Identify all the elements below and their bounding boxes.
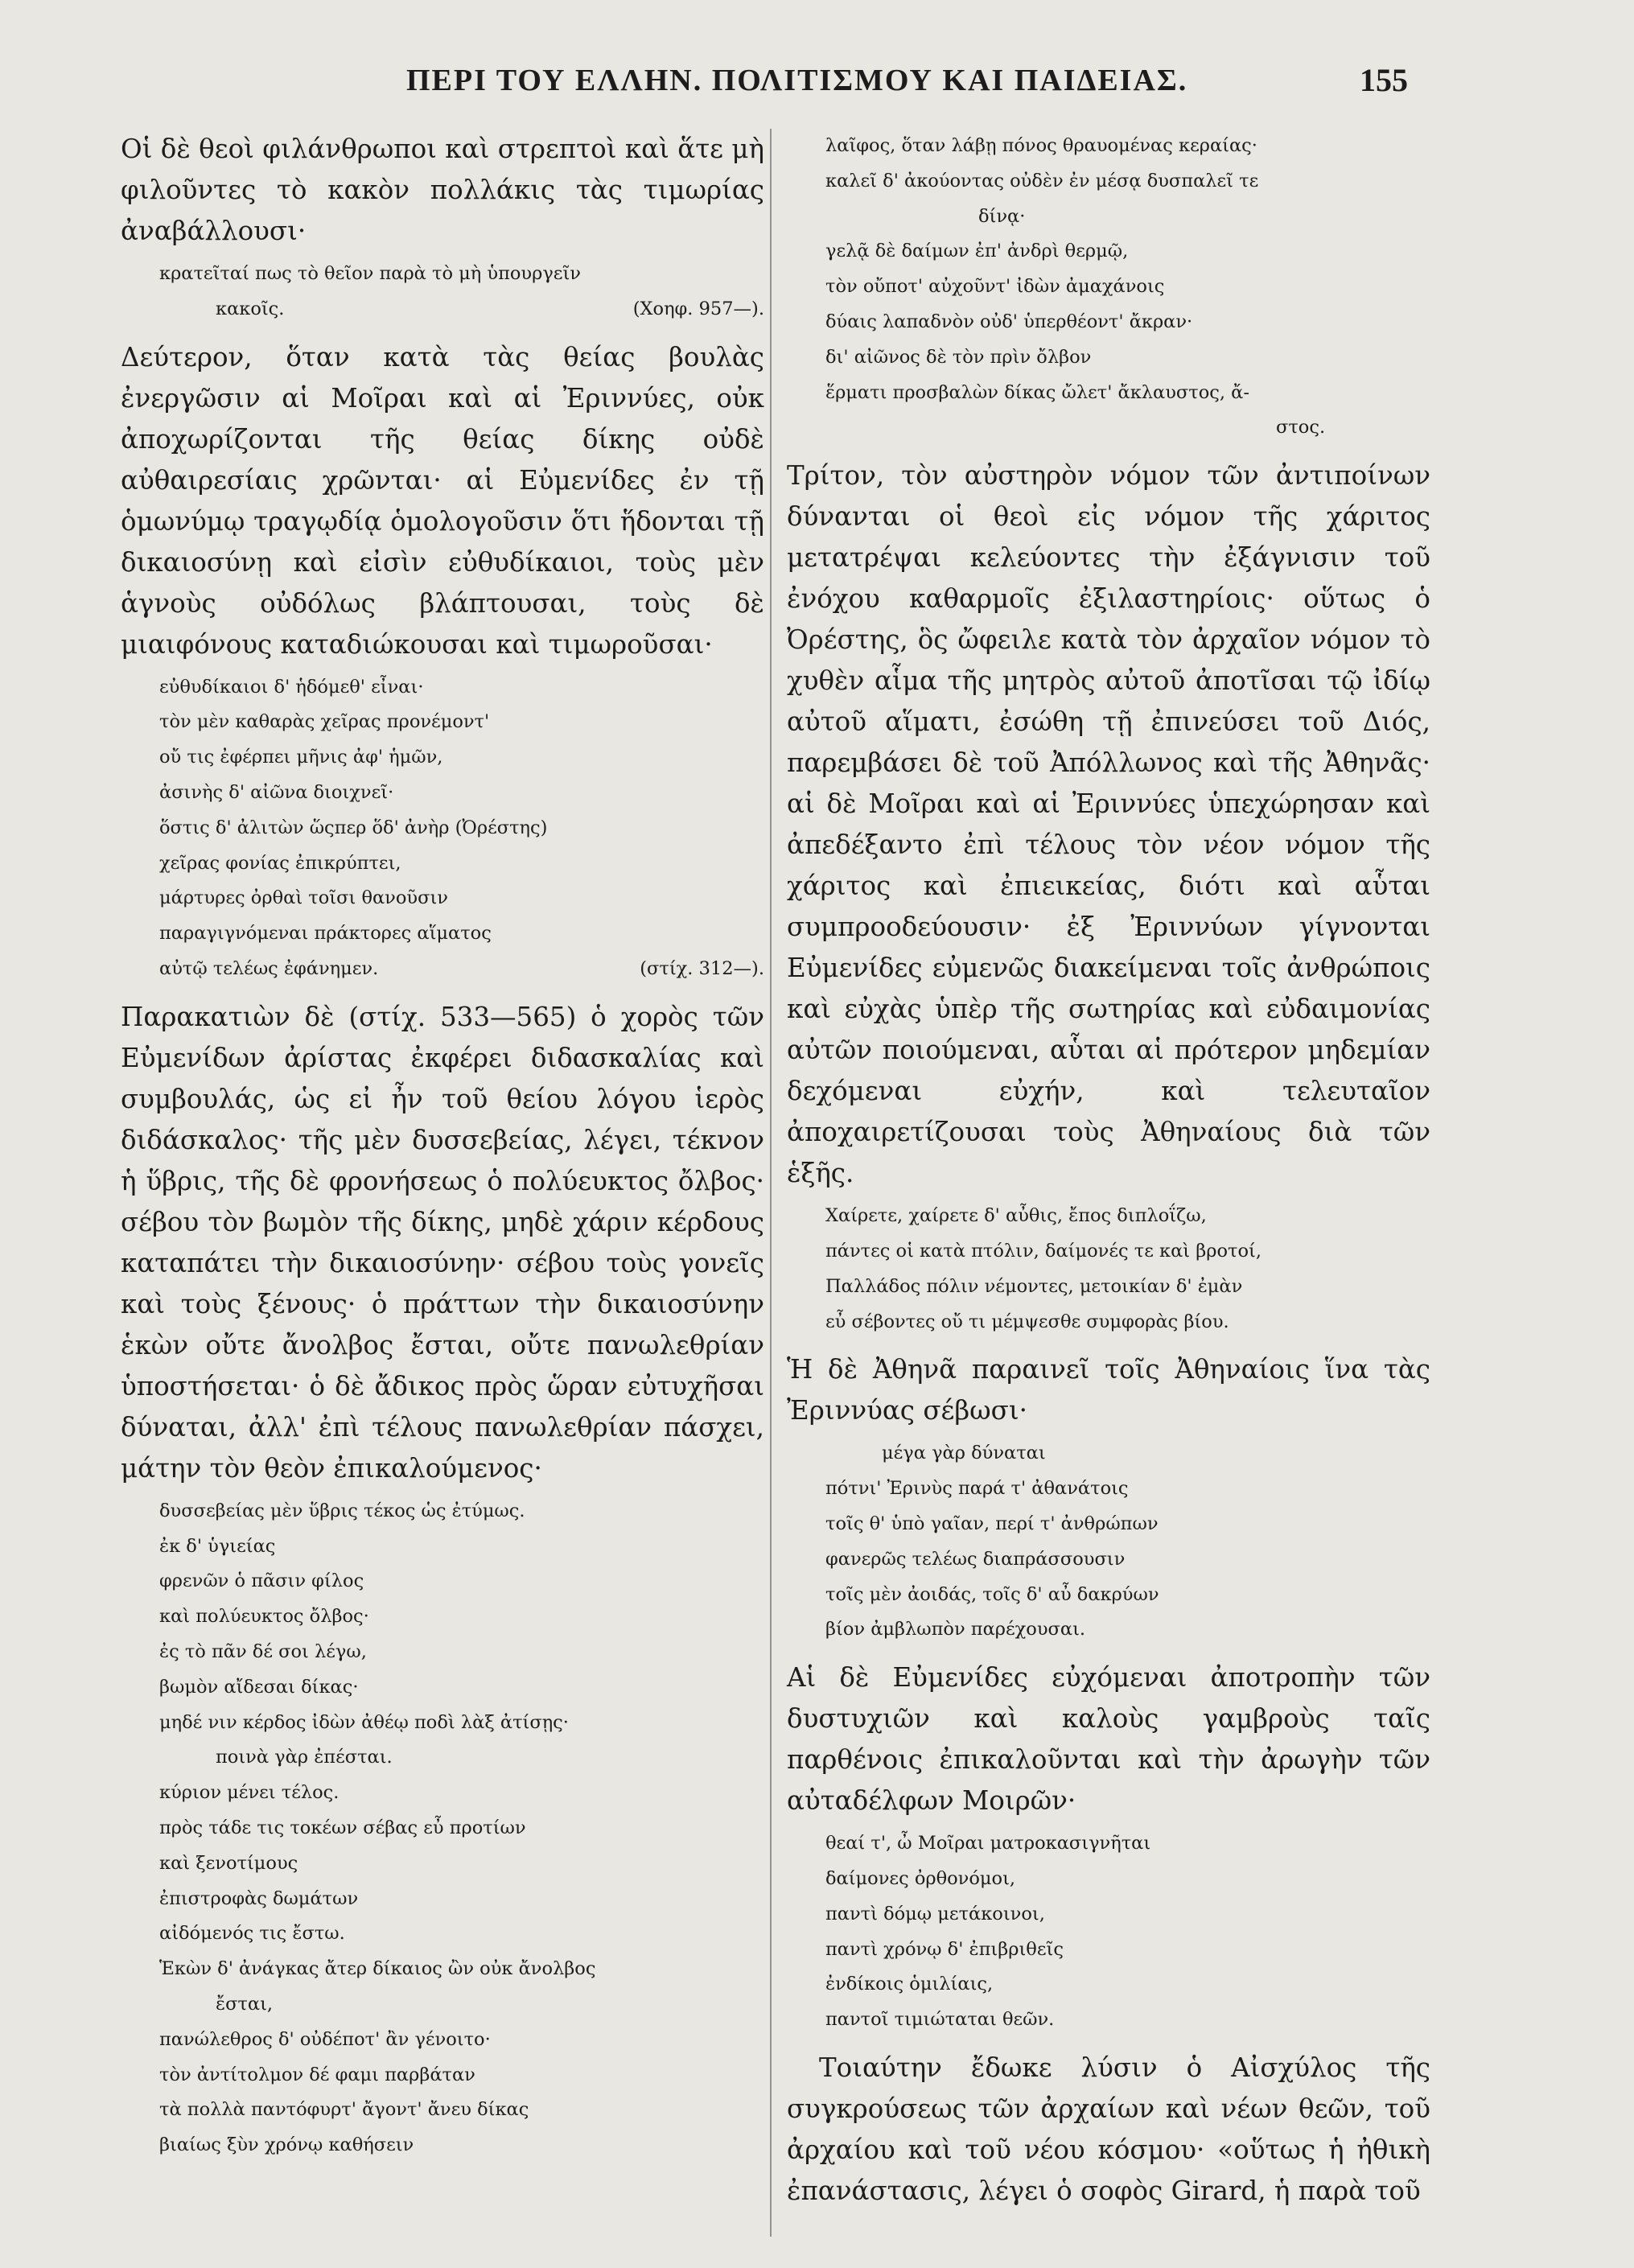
verse-line: τὸν ἀντίτολμον δέ φαμι παρβάταν xyxy=(159,2064,475,2085)
verse-quote xyxy=(159,257,764,327)
verse-line-text: αὐτῷ τελέως ἐφάνημεν. xyxy=(159,957,379,979)
verse-line: πρὸς τάδε τις τοκέων σέβας εὖ προτίων xyxy=(159,1817,526,1838)
verse-line: τοῖς μὲν ἀοιδάς, τοῖς δ' αὖ δακρύων xyxy=(825,1583,1159,1605)
verse-line: τὰ πολλὰ παντόφυρτ' ἄγοντ' ἄνευ δίκας xyxy=(159,2099,529,2121)
verse-line: βίον ἀμβλωπὸν παρέχουσαι. xyxy=(825,1619,1086,1640)
verse-line: λαῖφος, ὅταν λάβῃ πόνος θραυομένας κεραίας· xyxy=(825,135,1257,156)
verse-line: τὸν οὔποτ' αὐχοῦντ' ἰδὼν ἀμαχάνοις xyxy=(825,276,1165,298)
citation: (Χοηφ. 957—). xyxy=(632,298,764,319)
verse-line: δαίμονες ὀρθονόμοι, xyxy=(825,1867,1016,1889)
verse-line: τοῖς θ' ὑπὸ γαῖαν, περί τ' ἀνθρώπων xyxy=(825,1513,1159,1534)
paragraph: Παρακατιὼν δὲ (στίχ. 533—565) ὁ χορὸς τῶν Εὐμενίδων ἀρίστας ἐκφέρει διδασκαλίας καὶ συμβουλάς, ὡς εἰ ἦν τοῦ θείου λόγου ἱερὸς διδάσκαλος· τῆς μὲν δυσσεβείας, λέγει, τέκνον ἡ ὕβρις, τῆς δὲ φρονήσεως ὁ πολύευκτος ὄλβος· σέβου τὸν βωμὸν τῆς δίκης, μηδὲ χάριν κέρδους καταπάτει τὴν δικαιοσύνην· σέβου τοὺς γονεῖς καὶ τοὺς ξένους· ὁ πράττων τὴν δικαιοσύνην ἑκὼν οὔτε ἄνολβος ἔσται, οὔτε πανωλεθρίαν ὑποστήσεται· ὁ δὲ ἄδικος πρὸς ὥραν εὐτυχῆσαι δύναται, ἀλλ' ἐπὶ τέλους πανωλεθρίαν πάσχει, μάτην τὸν θεὸν ἐπικαλούμενος· xyxy=(121,1001,764,1484)
verse-line: ἔσται, xyxy=(216,1993,274,2015)
verse-line: βιαίως ξὺν χρόνῳ καθήσειν xyxy=(159,2134,414,2156)
paragraph: Αἱ δὲ Εὐμενίδες εὐχόμεναι ἀποτροπὴν τῶν δυστυχιῶν καὶ καλοὺς γαμβροὺς ταῖς παρθένοις ἐπικαλοῦνται καὶ τὴν ἀρωγὴν τῶν αὐταδέλφων Μοιρῶν· xyxy=(787,1662,1430,1817)
paragraph: Ἡ δὲ Ἀθηνᾶ παραινεῖ τοῖς Ἀθηναίοις ἵνα τὰς Ἐριννύας σέβωσι· xyxy=(787,1354,1430,1426)
verse-line: δύαις λαπαδνὸν οὐδ' ὑπερθέοντ' ἄκραν· xyxy=(825,311,1193,332)
verse-line: δίνᾳ· xyxy=(978,205,1026,227)
page-header xyxy=(0,63,1634,111)
verse-line xyxy=(159,952,764,987)
verse-line: κρατεῖταί πως τὸ θεῖον παρὰ τὸ μὴ ὑπουργεῖν xyxy=(159,263,581,284)
verse-line: μάρτυρες ὀρθαὶ τοῖσι θανοῦσιν xyxy=(159,887,448,909)
verse-line: ὅστις δ' ἀλιτὼν ὥςπερ ὅδ' ἀνὴρ (Ὀρέστης) xyxy=(159,817,548,838)
left-column xyxy=(121,129,764,2173)
verse-quote xyxy=(825,129,1430,446)
verse-line: Χαίρετε, χαίρετε δ' αὖθις, ἔπος διπλοΐζω, xyxy=(825,1205,1207,1227)
paragraph: Οἱ δὲ θεοὶ φιλάνθρωποι καὶ στρεπτοὶ καὶ ἅτε μὴ φιλοῦντες τὸ κακὸν πολλάκις τὰς τιμωρίας ἀναβάλλουσι· xyxy=(121,134,764,246)
verse-line: καὶ ξενοτίμους xyxy=(159,1852,298,1874)
verse-line: πάντες οἱ κατὰ πτόλιν, δαίμονές τε καὶ βροτοί, xyxy=(825,1240,1262,1262)
verse-line: κύριον μένει τέλος. xyxy=(159,1782,340,1804)
verse-line: καλεῖ δ' ἀκούοντας οὐδὲν ἐν μέσᾳ δυσπαλεῖ τε xyxy=(825,170,1259,191)
verse-line: αἰδόμενός τις ἔστω. xyxy=(159,1923,345,1945)
verse-line: χεῖρας φονίας ἐπικρύπτει, xyxy=(159,852,401,874)
verse-line: καὶ πολύευκτος ὄλβος· xyxy=(159,1606,369,1628)
verse-quote xyxy=(825,1199,1430,1340)
verse-line: μέγα γὰρ δύναται xyxy=(882,1443,1046,1464)
verse-line: βωμὸν αἴδεσαι δίκας· xyxy=(159,1676,359,1698)
paragraph: Τρίτον, τὸν αὐστηρὸν νόμον τῶν ἀντιποίνων δύνανται οἱ θεοὶ εἰς νόμον τῆς χάριτος μετατρέψαι κελεύοντες τὴν ἐξάγνισιν τοῦ ἐνόχου καθαρμοῖς ἐξιλαστηρίοις· οὕτως ὁ Ὀρέστης, ὃς ὤφειλε κατὰ τὸν ἀρχαῖον νόμον τὸ χυθὲν αἷμα τῆς μητρὸς αὐτοῦ ἀποτῖσαι τῷ ἰδίῳ αὐτοῦ αἵματι, ἐσώθη τῇ ἐπινεύσει τοῦ Διός, παρεμβάσει δὲ τοῦ Ἀπόλλωνος καὶ τῆς Ἀθηνᾶς· αἱ δὲ Μοῖραι καὶ αἱ Ἐριννύες ὑπεχώρησαν καὶ ἀπεδέξαντο ἐπὶ τέλους τὸν νέον νόμον τῆς χάριτος καὶ ἐπιεικείας, διότι καὶ αὗται συμπροοδεύουσιν· ἐξ Ἐριννύων γίγνονται Εὐμενίδες εὐμενῶς διακείμεναι τοῖς ἀνθρώποις καὶ εὐχὰς ὑπὲρ τῆς σωτηρίας καὶ εὐδαιμονίας αὐτῶν ποιούμεναι, αὗται αἱ πρότερον μηδεμίαν δεχόμεναι εὐχήν, καὶ τελευταῖον ἀποχαιρετίζουσαι τοὺς Ἀθηναίους διὰ τῶν ἑξῆς. xyxy=(787,460,1430,1189)
verse-quote xyxy=(825,1436,1430,1648)
verse-line: τὸν μὲν καθαρὰς χεῖρας προνέμοντ' xyxy=(159,711,490,733)
running-title: ΠΕΡΙ ΤΟΥ ΕΛΛΗΝ. ΠΟΛΙΤΙΣΜΟΥ ΚΑΙ ΠΑΙΔΕΙΑΣ. xyxy=(406,64,1188,97)
verse-quote xyxy=(825,1826,1430,2038)
verse-line: παντὶ χρόνῳ δ' ἐπιβριθεῖς xyxy=(825,1938,1064,1960)
verse-line: Παλλάδος πόλιν νέμοντες, μετοικίαν δ' ἐμὰν xyxy=(825,1275,1243,1297)
citation: (στίχ. 312—). xyxy=(640,957,764,979)
verse-line: εὐθυδίκαιοι δ' ἡδόμεθ' εἶναι· xyxy=(159,676,424,698)
verse-quote xyxy=(159,1494,764,2163)
column-divider xyxy=(770,129,772,2237)
verse-line: ἀσινὴς δ' αἰῶνα διοιχνεῖ· xyxy=(159,781,394,803)
verse-line: ἐκ δ' ὑγιείας xyxy=(159,1535,276,1557)
verse-line: ἐς τὸ πᾶν δέ σοι λέγω, xyxy=(159,1640,367,1662)
verse-line: ἐπιστροφὰς δωμάτων xyxy=(159,1887,359,1909)
verse-line: Ἑκὼν δ' ἀνάγκας ἄτερ δίκαιος ὢν οὐκ ἄνολβος xyxy=(159,1958,596,1980)
page-number: 155 xyxy=(1360,62,1408,98)
paragraph: Δεύτερον, ὅταν κατὰ τὰς θείας βουλὰς ἐνεργῶσιν αἱ Μοῖραι καὶ αἱ Ἐριννύες, οὐκ ἀποχωρίζονται τῆς θείας δίκης οὐδὲ αὐθαιρεσίαις χρῶνται· αἱ Εὐμενίδες ἐν τῇ ὁμωνύμῳ τραγῳδίᾳ ὁμολογοῦσιν ὅτι ἥδονται τῇ δικαιοσύνῃ καὶ εἰσὶν εὐθυδίκαιοι, τοὺς μὲν ἁγνοὺς οὐδόλως βλάπτουσαι, τοὺς δὲ μιαιφόνους καταδιώκουσαι καὶ τιμωροῦσαι· xyxy=(121,341,764,660)
verse-line: παραγιγνόμεναι πράκτορες αἵματος xyxy=(159,923,492,945)
paragraph: Τοιαύτην ἔδωκε λύσιν ὁ Αἰσχύλος τῆς συγκρούσεως τῶν ἀρχαίων καὶ νέων θεῶν, τοῦ ἀρχαίου καὶ τοῦ νέου κόσμου· «οὕτως ἡ ἠθικὴ ἐπανάστασις, λέγει ὁ σοφὸς Girard, ἡ παρὰ τοῦ xyxy=(787,2052,1430,2206)
right-column xyxy=(787,129,1430,2217)
verse-quote xyxy=(159,670,764,987)
verse-line-text: κακοῖς. xyxy=(216,298,285,319)
verse-line: δι' αἰῶνος δὲ τὸν πρὶν ὄλβον xyxy=(825,346,1092,368)
verse-line: πανώλεθρος δ' οὐδέποτ' ἂν γένοιτο· xyxy=(159,2028,491,2050)
verse-line: ἐνδίκοις ὁμιλίαις, xyxy=(825,1974,994,1995)
verse-line: οὔ τις ἐφέρπει μῆνις ἀφ' ἡμῶν, xyxy=(159,747,443,768)
verse-line: θεαί τ', ὦ Μοῖραι ματροκασιγνῆται xyxy=(825,1833,1151,1854)
verse-line: πότνι' Ἐρινὺς παρά τ' ἀθανάτοις xyxy=(825,1478,1129,1500)
verse-line: παντὶ δόμῳ μετάκοινοι, xyxy=(825,1903,1045,1924)
verse-line: φανερῶς τελέως διαπράσσουσιν xyxy=(825,1548,1126,1570)
verse-line: μηδέ νιν κέρδος ἰδὼν ἀθέῳ ποδὶ λὰξ ἀτίσῃς· xyxy=(159,1711,569,1733)
verse-line: εὖ σέβοντες οὔ τι μέμψεσθε συμφορὰς βίου. xyxy=(825,1311,1229,1332)
verse-line: ἕρματι προσβαλὼν δίκας ὤλετ' ἄκλαυστος, ἄ- xyxy=(825,381,1249,403)
verse-line: στος. xyxy=(1276,417,1326,438)
verse-line: ποινὰ γὰρ ἐπέσται. xyxy=(216,1747,393,1768)
verse-line: γελᾷ δὲ δαίμων ἐπ' ἀνδρὶ θερμῷ, xyxy=(825,241,1129,262)
verse-line: παντοῖ τιμιώταται θεῶν. xyxy=(825,2009,1055,2031)
verse-line: φρενῶν ὁ πᾶσιν φίλος xyxy=(159,1570,364,1592)
verse-line: δυσσεβείας μὲν ὕβρις τέκος ὡς ἐτύμως. xyxy=(159,1500,525,1521)
verse-line xyxy=(159,292,764,327)
